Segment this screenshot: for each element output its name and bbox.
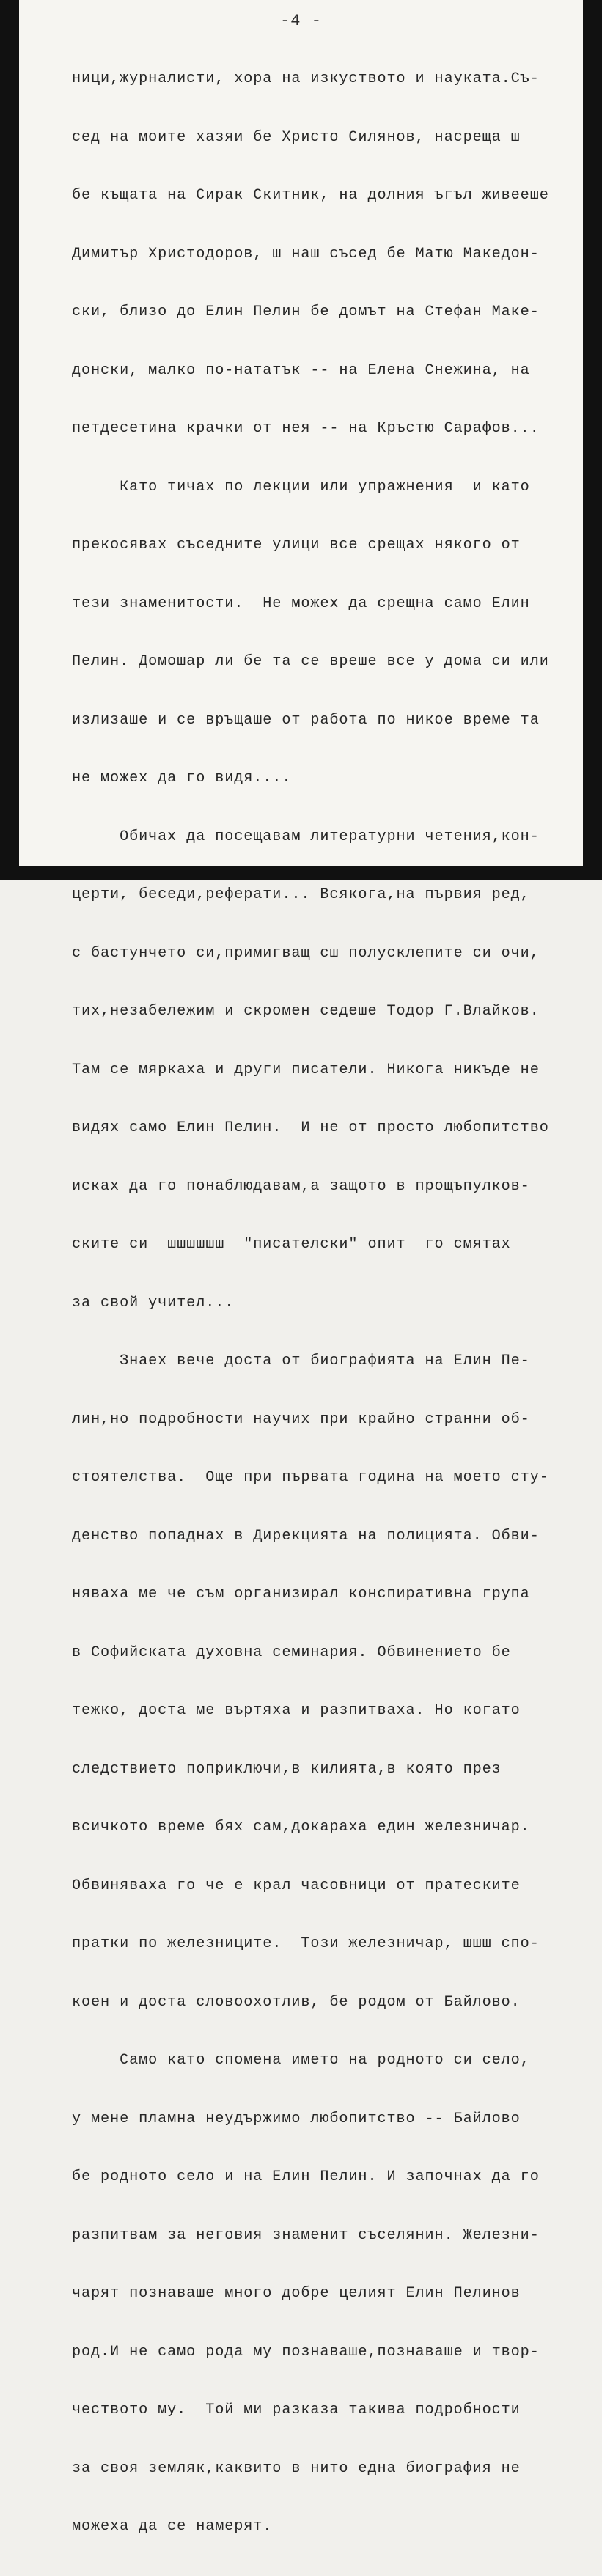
scan-border-bottom: [0, 866, 602, 880]
text-line-43: можеха да се намерят.: [72, 2518, 273, 2535]
text-line-30: следствието поприключи,в килията,в която през: [72, 1760, 502, 1778]
text-line-2: сед на моите хазяи бе Христо Силянов, насреща ш: [72, 128, 521, 146]
text-line-10: тези знаменитости. Не можех да срещна само Елин: [72, 595, 530, 612]
text-line-18: Там се мяркаха и други писатели. Никога никъде не: [72, 1061, 540, 1078]
text-line-7: петдесетина крачки от нея -- на Кръстю Сарафов...: [72, 420, 540, 437]
scan-border-right: [583, 0, 602, 880]
page-number: -4 -: [280, 12, 322, 30]
text-line-42: за своя земляк,каквито в нито една биография не: [72, 2459, 521, 2477]
typewritten-sheet: [19, 0, 583, 2535]
text-line-20: исках да го понаблюдавам,а защото в прощъпулков-: [72, 1177, 530, 1195]
text-line-33: пратки по железниците. Този железничар, шшш спо-: [72, 1935, 540, 1952]
text-line-28: в Софийската духовна семинария. Обвинението бе: [72, 1644, 511, 1661]
scan-border-left: [0, 0, 19, 880]
text-line-1: ници,журналисти, хора на изкуството и науката.Съ-: [72, 70, 540, 87]
text-line-15: церти, беседи,реферати... Всякога,на първия ред,: [72, 886, 530, 903]
text-line-35: Само като спомена името на родното си село,: [72, 2052, 530, 2069]
text-line-6: донски, малко по-нататък -- на Елена Снежина, на: [72, 361, 530, 379]
text-line-32: Обвиняваха го че е крал часовници от пратеските: [72, 1877, 521, 1894]
text-line-38: разпитвам за неговия знаменит съселянин. Железни-: [72, 2226, 540, 2244]
text-line-9: прекосявах съседните улици все срещах някого от: [72, 537, 521, 553]
text-line-41: чеството му. Той ми разказа такива подробности: [72, 2402, 521, 2418]
text-line-8: Като тичах по лекции или упражнения и като: [72, 478, 530, 496]
text-line-24: лин,но подробности научих при крайно странни об-: [72, 1410, 530, 1428]
text-line-14: Обичах да посещавам литературни четения,кон-: [72, 828, 540, 845]
text-line-26: денство попаднах в Дирекцията на полицията. Обви-: [72, 1527, 540, 1545]
text-line-17: тих,незабележим и скромен седеше Тодор Г.Влайков.: [72, 1003, 540, 1020]
text-line-36: у мене пламна неудържимо любопитство -- Байлово: [72, 2110, 521, 2127]
text-line-11: Пелин. Домошар ли бе та се вреше все у дома си или: [72, 653, 549, 670]
text-line-13: не можех да го видя....: [72, 770, 292, 787]
text-line-37: бе родното село и на Елин Пелин. И започнах да го: [72, 2168, 540, 2185]
text-line-27: няваха ме че съм организирал конспиративна група: [72, 1586, 530, 1602]
text-line-40: род.И не само рода му познаваше,познаваше и твор-: [72, 2343, 540, 2360]
text-line-39: чарят познаваше много добре целият Елин Пелинов: [72, 2285, 521, 2302]
text-line-19: видях само Елин Пелин. И не от просто любопитство: [72, 1119, 549, 1136]
text-line-12: излизаше и се връщаше от работа по никое време та: [72, 711, 540, 729]
text-line-23: Знаех вече доста от биографията на Елин Пе-: [72, 1353, 530, 1369]
text-line-31: всичкото време бях сам,докараха един железничар.: [72, 1819, 530, 1836]
text-line-21: ските си шшшшшш "писателски" опит го смятах: [72, 1236, 511, 1253]
text-line-16: с бастунчето си,примигващ сш полусклепите си очи,: [72, 944, 540, 962]
text-line-22: за свой учител...: [72, 1294, 235, 1311]
text-line-29: тежко, доста ме въртяха и разпитваха. Но когато: [72, 1702, 521, 1719]
text-line-4: Димитър Христодоров, ш наш съсед бе Матю Македон-: [72, 245, 540, 262]
text-line-3: бе къщата на Сирак Скитник, на долния ъгъл живееше: [72, 187, 549, 204]
text-line-34: коен и доста словоохотлив, бе родом от Байлово.: [72, 1993, 521, 2011]
body-text: [72, 31, 578, 2576]
text-line-25: стоятелства. Още при първата година на моето сту-: [72, 1469, 549, 1486]
text-line-5: ски, близо до Елин Пелин бе домът на Стефан Маке-: [72, 303, 540, 320]
